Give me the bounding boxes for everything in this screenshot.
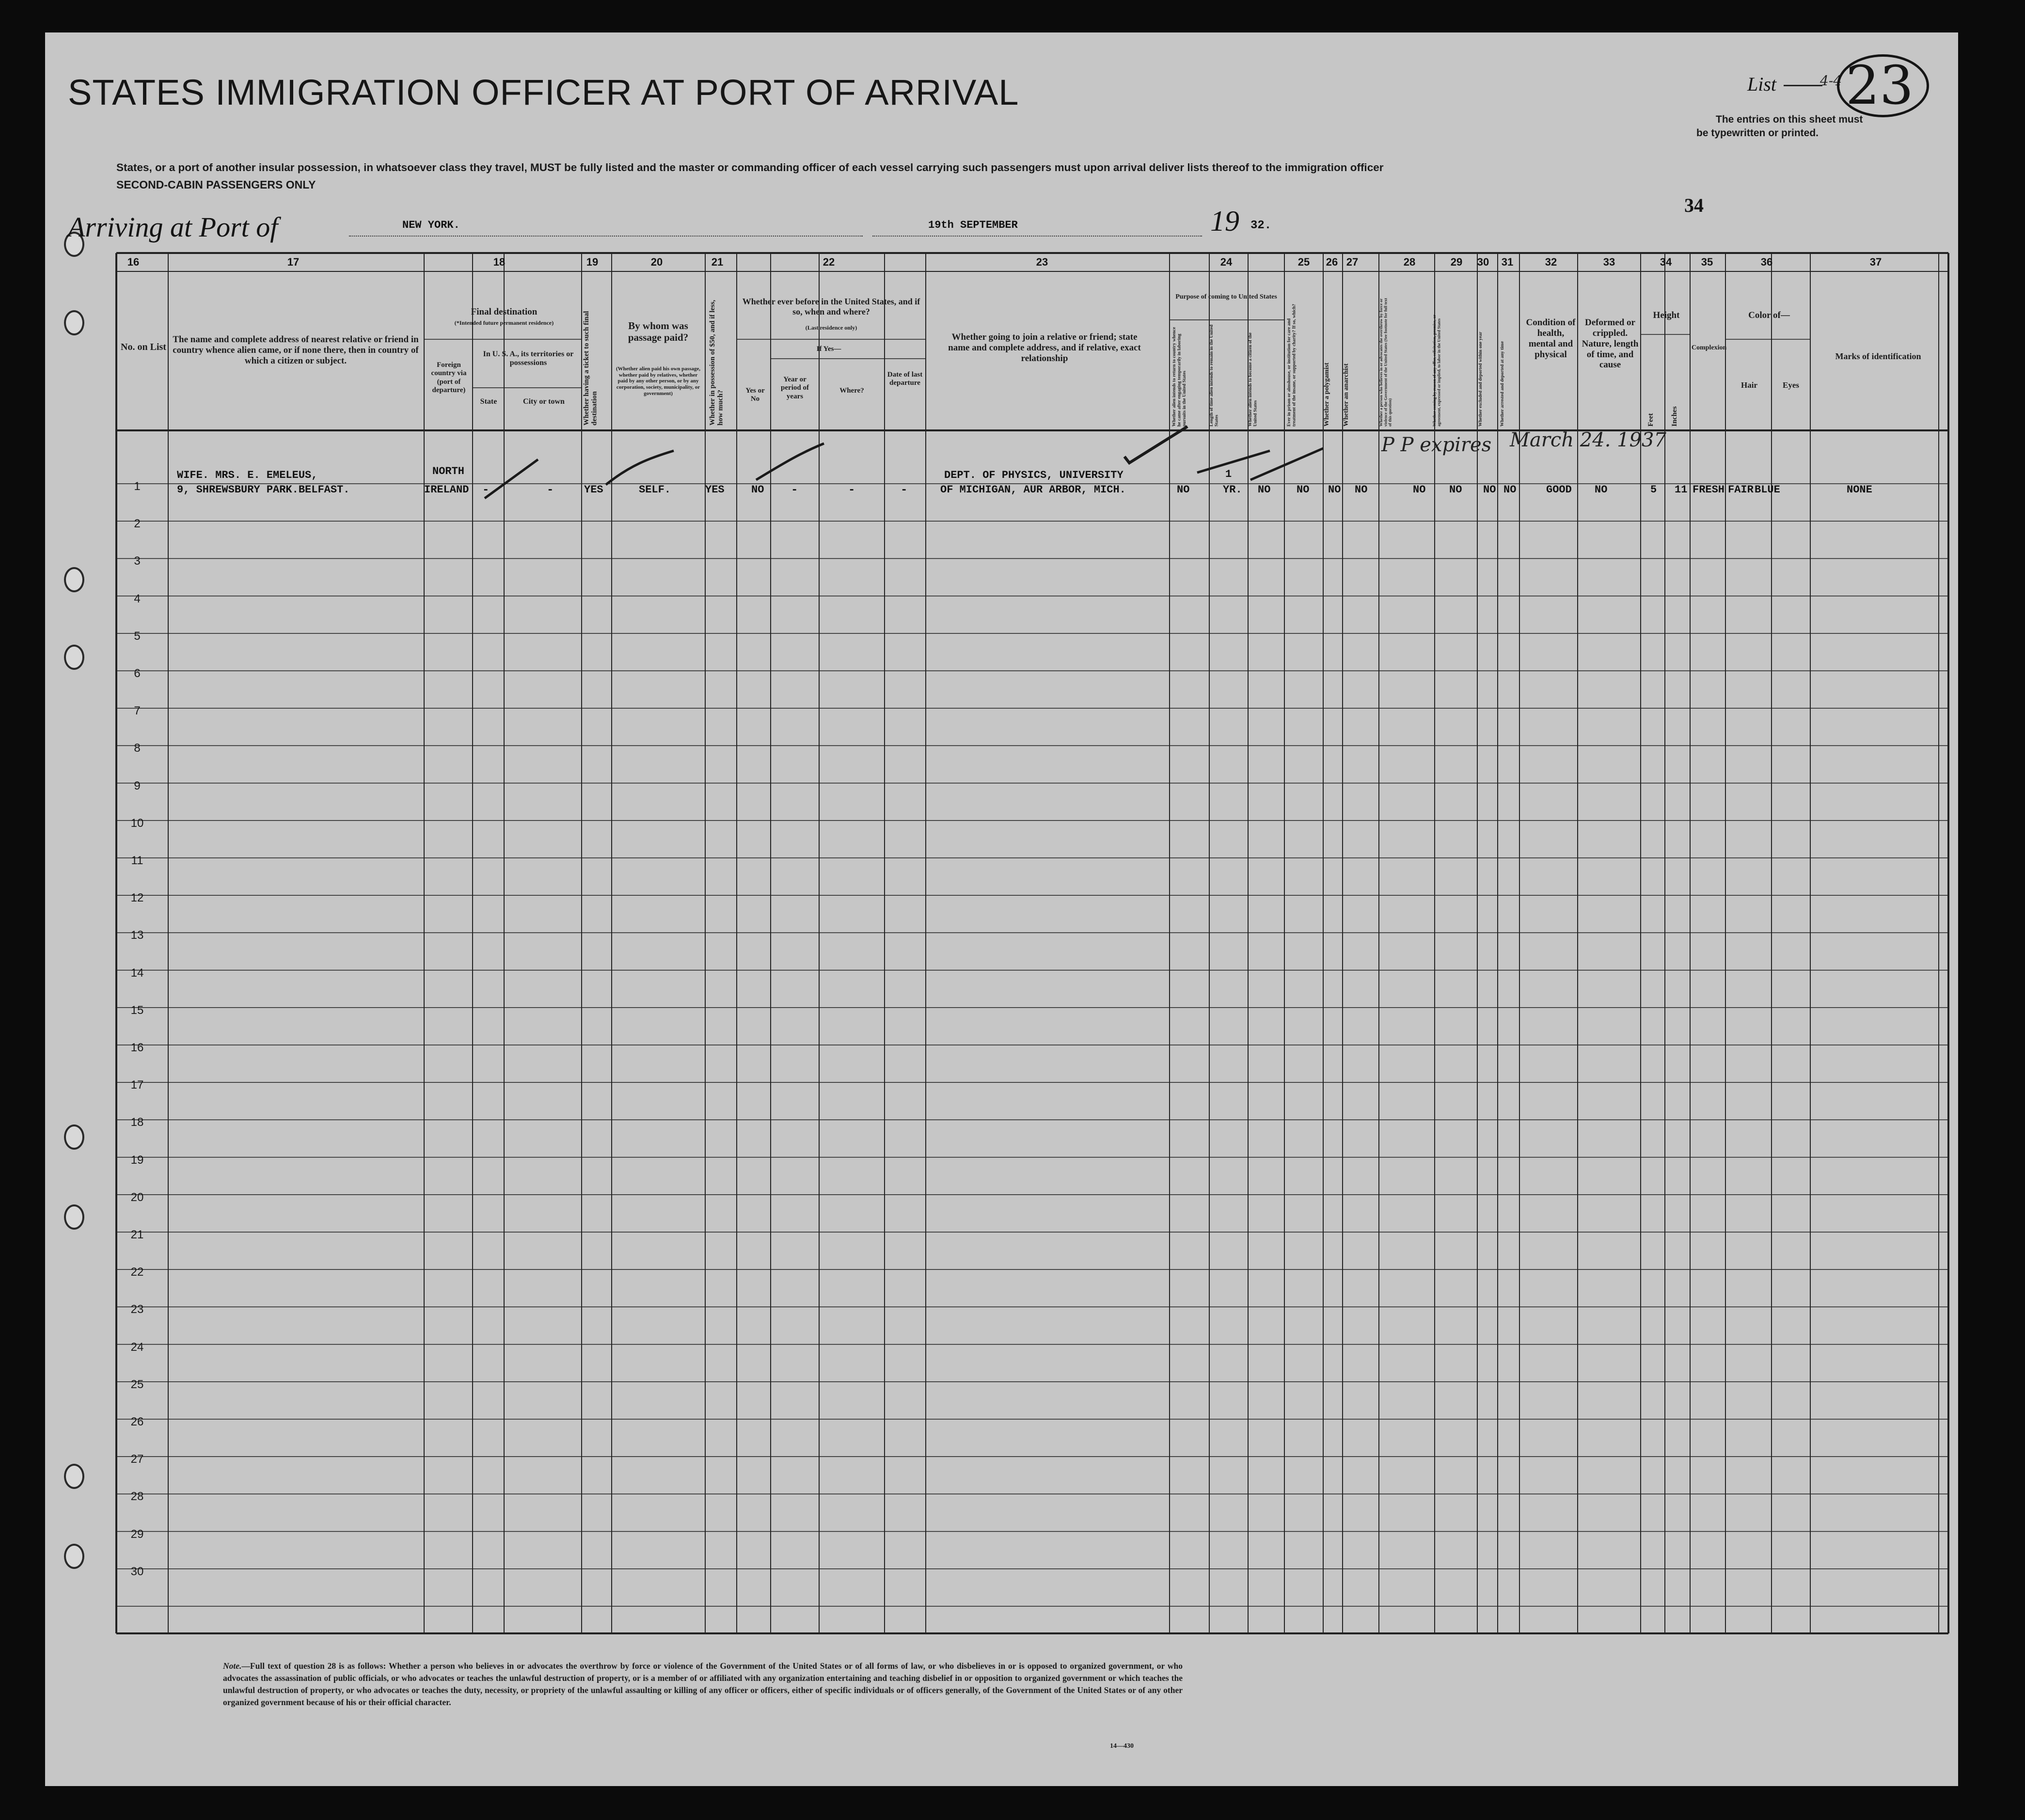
column-number: 34 [1660, 256, 1672, 268]
header-col29: Whether coming by reason of any offer, solicitation, promise, or agreement, expressed or implied, to labor in the United States [1432, 315, 1441, 427]
entry-purpose-b-2: YR. [1223, 484, 1242, 496]
row-number: 24 [130, 1340, 144, 1354]
header-ticket: Whether having a ticket to such final destination [583, 311, 599, 426]
handwritten-pp-expires: P P expires [1381, 434, 1492, 456]
entry-health: GOOD [1546, 484, 1572, 496]
entry-foreign-country-2: IRELAND [424, 484, 469, 496]
entry-inches: 11 [1675, 484, 1688, 496]
footnote [223, 1660, 1183, 1708]
list-label: List [1747, 73, 1777, 95]
header-color-of: Color of— [1748, 310, 1790, 320]
row-number: 23 [130, 1303, 144, 1316]
entry-col28: NO [1413, 484, 1426, 496]
entry-city: - [547, 484, 554, 497]
header-ever-before: Whether ever before in the United States, and if so, when and where? [742, 297, 920, 317]
column-number: 24 [1220, 256, 1233, 268]
header-height: Height [1653, 310, 1680, 320]
list-number: 23 [1846, 54, 1914, 116]
header-anarchist: Whether an anarchist [1343, 363, 1350, 427]
arriving-label: Arriving at Port of [68, 211, 278, 243]
row-number: 4 [134, 592, 141, 605]
entry-feet: 5 [1650, 484, 1657, 496]
row-number: 21 [130, 1228, 144, 1241]
entry-passage-paid: SELF. [639, 484, 671, 496]
entry-col30: NO [1483, 484, 1496, 496]
header-col30: Whether excluded and deported within one year [1478, 332, 1483, 427]
column-number: 31 [1501, 256, 1514, 268]
entry-purpose-c: NO [1258, 484, 1271, 496]
row-number: 13 [130, 929, 144, 942]
column-number: 17 [287, 256, 300, 268]
entry-possession-50: YES [705, 484, 725, 496]
handwritten-expiry-date: March 24. 1937 [1510, 429, 1666, 451]
header-col28: Whether a person who believes in or advocates the overthrow by force or violence of the Government of the United States (See footnote for full text of this question) [1378, 298, 1392, 427]
header-eyes: Eyes [1783, 380, 1799, 390]
footnote-label: Note. [223, 1661, 242, 1671]
column-number: 30 [1477, 256, 1489, 268]
list-prefix: 4-4 [1820, 73, 1842, 89]
header-final-destination-note: (*Intended future permanent residence) [454, 319, 554, 326]
row-number: 6 [134, 667, 141, 680]
header-nearest-relative: The name and complete address of nearest relative or friend in country whence alien came, or if none there, then in country of which a citizen or subject. [173, 334, 419, 366]
column-number: 19 [586, 256, 599, 268]
port-value: NEW YORK. [402, 219, 460, 231]
header-in-usa: In U. S. A., its territories or possessions [483, 350, 574, 367]
header-passage-note: (Whether alien paid his own passage, whether paid by relatives, whether paid by any other person, or by any corporation, society, municipality, or government) [616, 366, 700, 396]
column-number: 23 [1036, 256, 1048, 268]
row-number: 19 [130, 1153, 144, 1167]
page-title: STATES IMMIGRATION OFFICER AT PORT OF ARRIVAL [68, 72, 1019, 112]
entry-deformed: NO [1595, 484, 1608, 496]
row-number: 20 [130, 1190, 144, 1204]
column-number: 29 [1450, 256, 1463, 268]
entries-note-1: The entries on this sheet must [1716, 114, 1863, 125]
column-number: 18 [493, 256, 506, 268]
header-state: State [480, 397, 497, 406]
row-number: 27 [130, 1453, 144, 1466]
row-number: 16 [130, 1041, 144, 1054]
header-no-on-list: No. on List [121, 342, 166, 352]
header-join-relative: Whether going to join a relative or friend; state name and complete address, and if relative, exact relationship [948, 332, 1141, 364]
entry-state: - [482, 484, 490, 497]
instruction-line: States, or a port of another insular possession, in whatsoever class they travel, MUST be fully listed and the master or commanding officer of each vessel carrying such passengers must upon arrival deliver lists thereof to the immigration officer [116, 161, 1384, 174]
row-number: 18 [130, 1116, 144, 1129]
class-line: SECOND-CABIN PASSENGERS ONLY [116, 178, 316, 191]
column-number: 21 [711, 256, 724, 268]
entry-anarchist: NO [1355, 484, 1368, 496]
header-polygamist: Whether a polygamist [1323, 363, 1330, 427]
entry-join-line1: DEPT. OF PHYSICS, UNIVERSITY [944, 469, 1123, 481]
column-number: 33 [1603, 256, 1615, 268]
entry-hair: FAIR [1728, 484, 1754, 496]
header-foreign-country: Foreign country via (port of departure) [431, 361, 467, 394]
header-deformed: Deformed or crippled. Nature, length of time, and cause [1582, 317, 1639, 370]
row-number: 10 [130, 816, 144, 830]
column-number: 26 [1326, 256, 1338, 268]
header-date-last-departure: Date of last departure [887, 371, 923, 387]
row-number: 22 [130, 1266, 144, 1279]
column-number: 36 [1760, 256, 1773, 268]
entry-join-line2: OF MICHIGAN, AUR ARBOR, MICH. [940, 484, 1126, 496]
entry-col31: NO [1503, 484, 1517, 496]
row-number: 12 [130, 891, 144, 905]
header-health: Condition of health, mental and physical [1526, 317, 1576, 360]
header-passage-paid: By whom was passage paid? [628, 320, 689, 344]
row-number: 14 [130, 966, 144, 980]
row-number: 9 [134, 779, 141, 792]
entries-note-2: be typewritten or printed. [1696, 127, 1819, 139]
entry-complexion: FRESH [1693, 484, 1725, 496]
column-number: 20 [650, 256, 663, 268]
header-inches: Inches [1671, 406, 1678, 427]
header-hair: Hair [1741, 380, 1757, 390]
year-suffix: 32. [1250, 219, 1272, 232]
header-yes-or-no: Yes or No [745, 387, 765, 403]
header-purpose-a: Whether alien intends to return to country whence he came after engaging temporarily in laboring pursuits in the United States [1172, 327, 1187, 427]
row-number: 3 [134, 554, 141, 568]
row-number: 28 [130, 1490, 144, 1503]
entry-year: - [791, 484, 798, 497]
column-number: 22 [823, 256, 835, 268]
entry-marks: NONE [1847, 484, 1872, 496]
entry-purpose-b-1: 1 [1225, 468, 1232, 480]
row-number: 7 [134, 704, 141, 718]
column-number: 27 [1346, 256, 1359, 268]
entry-ever-before: NO [751, 484, 764, 496]
column-number: 32 [1545, 256, 1557, 268]
header-purpose-b: Length of time alien intends to remain in the United States [1209, 324, 1219, 427]
row-number: 25 [130, 1377, 144, 1391]
row-number: 5 [134, 629, 141, 643]
header-year-or-period: Year or period of years [781, 376, 809, 400]
header-prison: Ever in prison or almshouse, or institution for care and treatment of the insane, or supported by charity? If so, which? [1287, 304, 1297, 427]
header-possession-50: Whether in possession of $50, and if less, how much? [709, 300, 725, 426]
header-marks: Marks of identification [1835, 351, 1921, 361]
header-feet: Feet [1647, 413, 1655, 427]
row-number: 30 [130, 1565, 144, 1578]
year-prefix: 19 [1210, 205, 1239, 237]
entry-foreign-country-1: NORTH [432, 465, 465, 477]
entry-ticket: YES [584, 484, 603, 496]
column-number: 37 [1869, 256, 1882, 268]
column-number: 16 [127, 256, 140, 268]
row-number: 17 [130, 1078, 144, 1092]
column-number: 35 [1701, 256, 1713, 268]
header-where: Where? [839, 387, 864, 395]
header-final-destination: Final destination [471, 307, 538, 317]
row-number: 1 [134, 480, 141, 493]
header-purpose-c: Whether alien intends to become a citizen of the United States [1248, 332, 1258, 427]
entry-eyes: BLUE [1755, 484, 1780, 496]
entry-prison: NO [1297, 484, 1310, 496]
column-number: 25 [1297, 256, 1310, 268]
row-number: 26 [130, 1415, 144, 1428]
row-number: 11 [131, 854, 143, 867]
entry-polygamist: NO [1328, 484, 1341, 496]
row-number: 8 [134, 742, 141, 755]
entry-relative-line2: 9, SHREWSBURY PARK.BELFAST. [177, 484, 350, 496]
entry-where: - [848, 484, 855, 497]
header-city: City or town [523, 397, 565, 406]
footnote-text: —Full text of question 28 is as follows: Whether a person who believes in or advocates the overthrow by force or violence of the Government of the United States or of all forms of law, or who disbelieves in or is opposed to organized government, or who advocates the assassination of public officials, or who advocates or teaches the unlawful destruction of property, or is a member of or affiliated with any organization entertaining and teaching disbelief in or opposition to organized government or which teaches the unlawful destruction of property, or who advocates or teaches the duty, necessity, or propriety of the unlawful assaulting or killing of any officer or officers, either of specific individuals or of officers generally, of the Government of the United States or of any other organized government because of his or their official character. [223, 1661, 1183, 1707]
row-number: 29 [130, 1527, 144, 1541]
header-purpose: Purpose of coming to United States [1175, 293, 1277, 301]
page-mark: 34 [1684, 194, 1704, 216]
header-complexion: Complexion [1692, 344, 1727, 351]
header-col31: Whether arrested and deported at any time [1500, 341, 1505, 427]
entry-last-departure: - [901, 484, 908, 497]
header-ever-before-note: (Last residence only) [805, 324, 857, 331]
header-if-yes: If Yes— [816, 345, 841, 353]
column-number: 28 [1403, 256, 1416, 268]
date-value: 19th SEPTEMBER [928, 219, 1018, 231]
entry-col29: NO [1449, 484, 1462, 496]
entry-purpose-a: NO [1177, 484, 1190, 496]
entry-relative-line1: WIFE. MRS. E. EMELEUS, [177, 469, 318, 481]
row-number: 15 [130, 1003, 144, 1017]
form-number: 14—430 [1110, 1742, 1134, 1750]
row-number: 2 [134, 517, 141, 531]
